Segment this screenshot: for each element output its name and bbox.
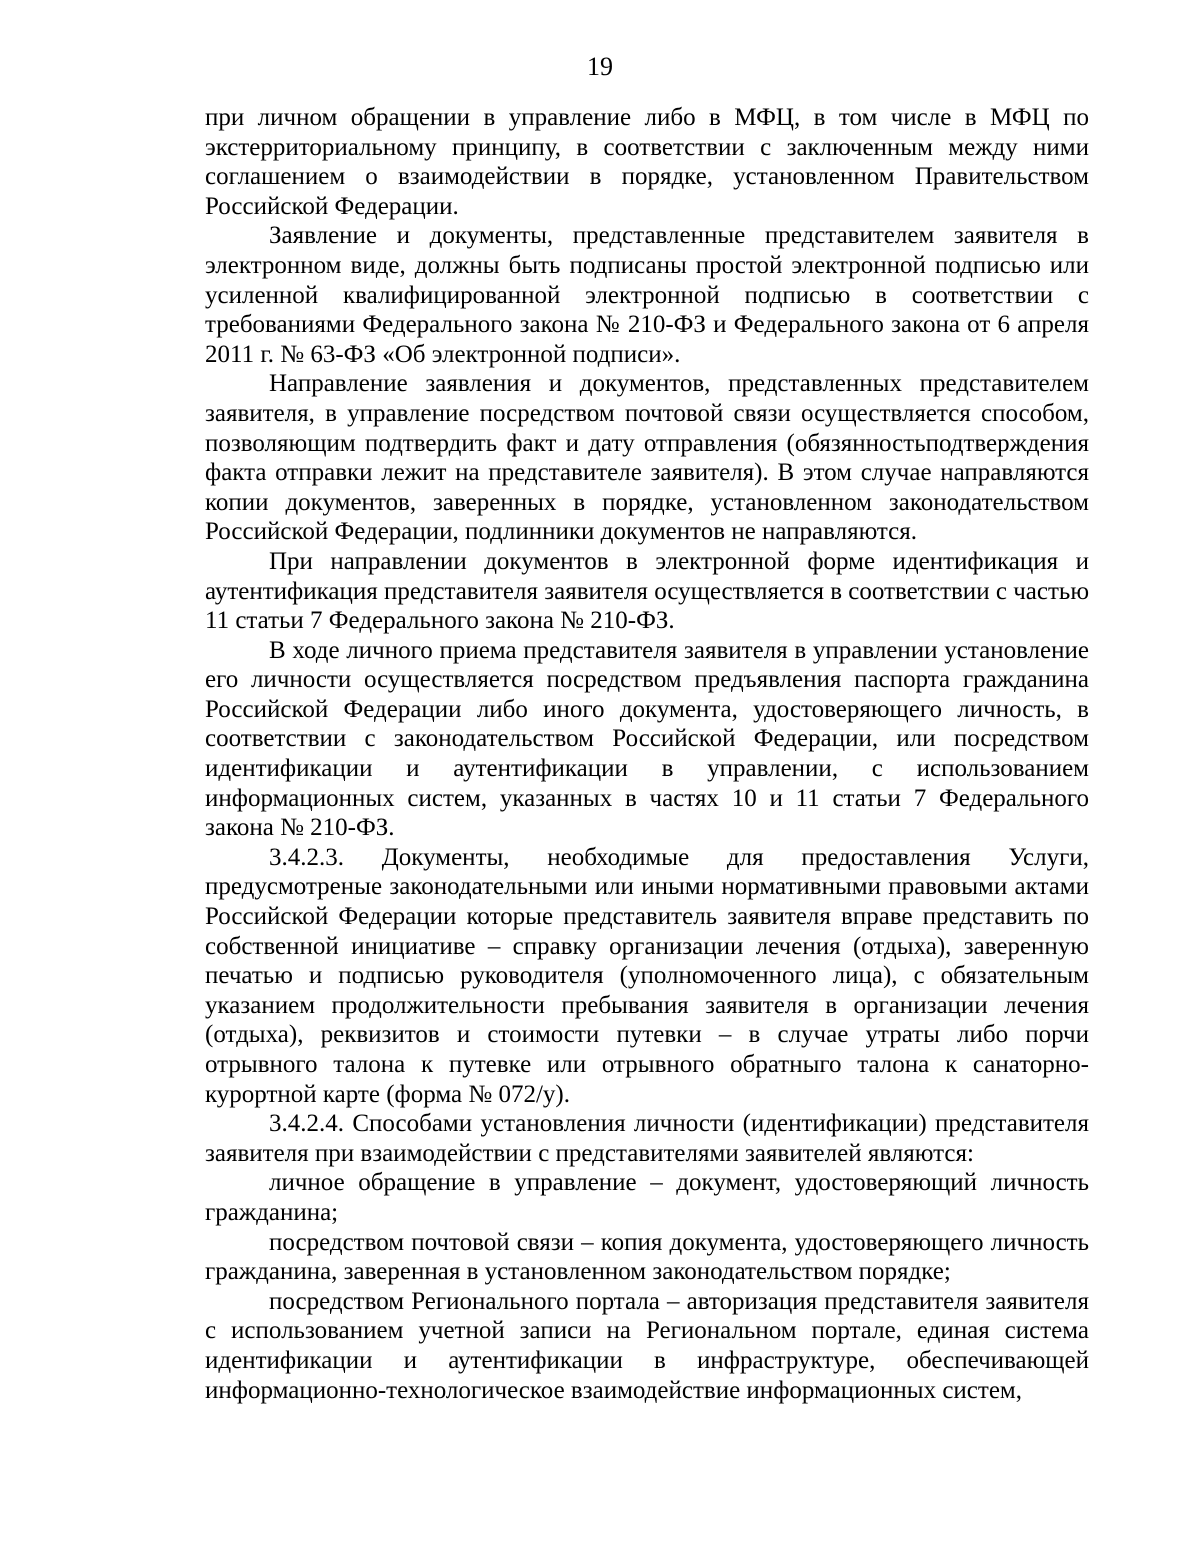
paragraph-3-4-2-3: 3.4.2.3. Документы, необходимые для предоставления Услуги, предусмотреные законодательными или иными нормативными правовыми актами Российской Федерации которые представитель заявителя вправе представить по собственной инициативе – справку организации лечения (отдыха), заверенную печатью и подписью руководителя (уполномоченного лица), с обязательным указанием продолжительности пребывания заявителя в организации лечения (отдыха), реквизитов и стоимости путевки – в случае утраты либо порчи отрывного талона к путевке или отрывного обратныго талона к санаторно-курортной карте (форма № 072/у). — [205, 843, 1089, 1108]
page-number: 19 — [587, 52, 613, 81]
paragraph-postal-submission: Направление заявления и документов, представленных представителем заявителя, в управление посредством почтовой связи осуществляется способом, позволяющим подтвердить факт и дату отправления (обязянностьподтверждения факта отправки лежит на представителе заявителя). В этом случае направляются копии документов, заверенных в порядке, установленном законодательством Российской Федерации, подлинники документов не направляются. — [205, 370, 1089, 546]
list-item-postal: посредством почтовой связи – копия документа, удостоверяющего личность гражданина, заверенная в установленном законодательством порядке; — [205, 1228, 1089, 1286]
document-body — [205, 103, 1089, 1405]
list-item-regional-portal: посредством Регионального портала – авторизация представителя заявителя с использованием учетной записи на Региональном портале, единая система идентификации и аутентификации в инфраструктуре, обеспечивающей информационно-технологическое взаимодействие информационных систем, — [205, 1287, 1089, 1404]
paragraph-personal-reception: В ходе личного приема представителя заявителя в управлении установление его личности осуществляется посредством предъявления паспорта гражданина Российской Федерации либо иного документа, удостоверяющего личность, в соответствии с законодательством Российской Федерации, или посредством идентификации и аутентификации в управлении, с использованием информационных систем, указанных в частях 10 и 11 статьи 7 Федерального закона № 210-ФЗ. — [205, 636, 1089, 842]
paragraph-3-4-2-4: 3.4.2.4. Способами установления личности (идентификации) представителя заявителя при взаимодействии с представителями заявителей являются: — [205, 1110, 1089, 1167]
list-item-personal-visit: личное обращение в управление – документ, удостоверяющий личность гражданина; — [205, 1169, 1089, 1226]
paragraph-electronic-signature: Заявление и документы, представленные представителем заявителя в электронном виде, должны быть подписаны простой электронной подписью или усиленной квалифицированной электронной подписью в соответствии с требованиями Федерального закона № 210-ФЗ и Федерального закона от 6 апреля 2011 г. № 63-ФЗ «Об электронной подписи». — [205, 222, 1089, 368]
paragraph-continuation: при личном обращении в управление либо в МФЦ, в том числе в МФЦ по экстерриториальному принципу, в соответствии с заключенным между ними соглашением о взаимодействии в порядке, установленном Правительством Российской Федерации. — [205, 104, 1089, 220]
paragraph-electronic-identification: При направлении документов в электронной форме идентификация и аутентификация представителя заявителя осуществляется в соответствии с частью 11 статьи 7 Федерального закона № 210-ФЗ. — [205, 547, 1089, 635]
